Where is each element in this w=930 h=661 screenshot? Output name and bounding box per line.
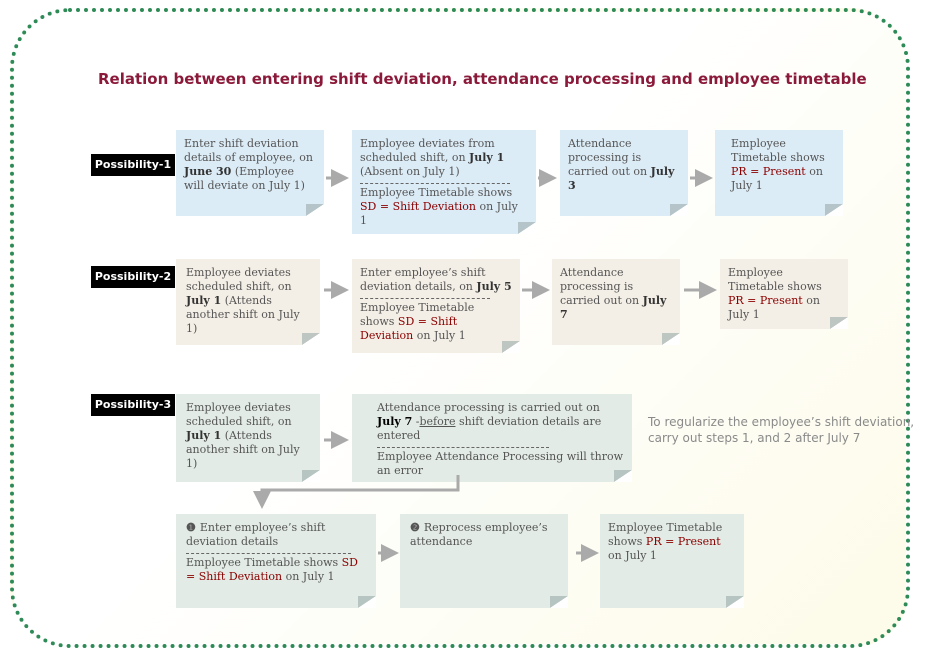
- p2-note-3: Attendance processing is carried out on July 7: [552, 259, 680, 345]
- p1-note-2: Employee deviates from scheduled shift, on July 1 (Absent on July 1) Employee Timetable shows SD = Shift Deviation on July 1: [352, 130, 536, 234]
- step-2-number-icon: ❷: [410, 521, 420, 534]
- p2-note-1: Employee deviates scheduled shift, on July 1 (Attends another shift on July 1): [176, 259, 320, 345]
- divider: [186, 553, 351, 554]
- diagram-title: Relation between entering shift deviation, attendance processing and employee timetable: [98, 70, 867, 88]
- divider: [377, 447, 549, 448]
- p3-note-2: Attendance processing is carried out on July 7 -before shift deviation details are entered Employee Attendance Processing will throw an error: [352, 394, 632, 482]
- p3-note-1: Employee deviates scheduled shift, on July 1 (Attends another shift on July 1): [176, 394, 320, 482]
- possibility-3-label: Possibility-3: [91, 394, 175, 416]
- regularize-note: To regularize the employee’s shift deviation, carry out steps 1, and 2 after July 7: [648, 415, 915, 445]
- result-note: Employee Timetable shows PR = Present on July 1: [600, 514, 744, 608]
- divider: [360, 298, 490, 299]
- possibility-2-label: Possibility-2: [91, 266, 175, 288]
- possibility-1-label: Possibility-1: [91, 154, 175, 176]
- p2-note-2: Enter employee’s shift deviation details, on July 5 Employee Timetable shows SD = Shift Deviation on July 1: [352, 259, 520, 353]
- p1-note-4: Employee Timetable shows PR = Present on July 1: [715, 130, 843, 216]
- p1-note-3: Attendance processing is carried out on July 3: [560, 130, 688, 216]
- step-1-number-icon: ❶: [186, 521, 196, 534]
- step-2-note: ❷ Reprocess employee’s attendance: [400, 514, 568, 608]
- p2-note-4: Employee Timetable shows PR = Present on July 1: [720, 259, 848, 329]
- p1-note-1: Enter shift deviation details of employee, on June 30 (Employee will deviate on July 1): [176, 130, 324, 216]
- step-1-note: ❶ Enter employee’s shift deviation details Employee Timetable shows SD = Shift Deviation on July 1: [176, 514, 376, 608]
- divider: [360, 183, 510, 184]
